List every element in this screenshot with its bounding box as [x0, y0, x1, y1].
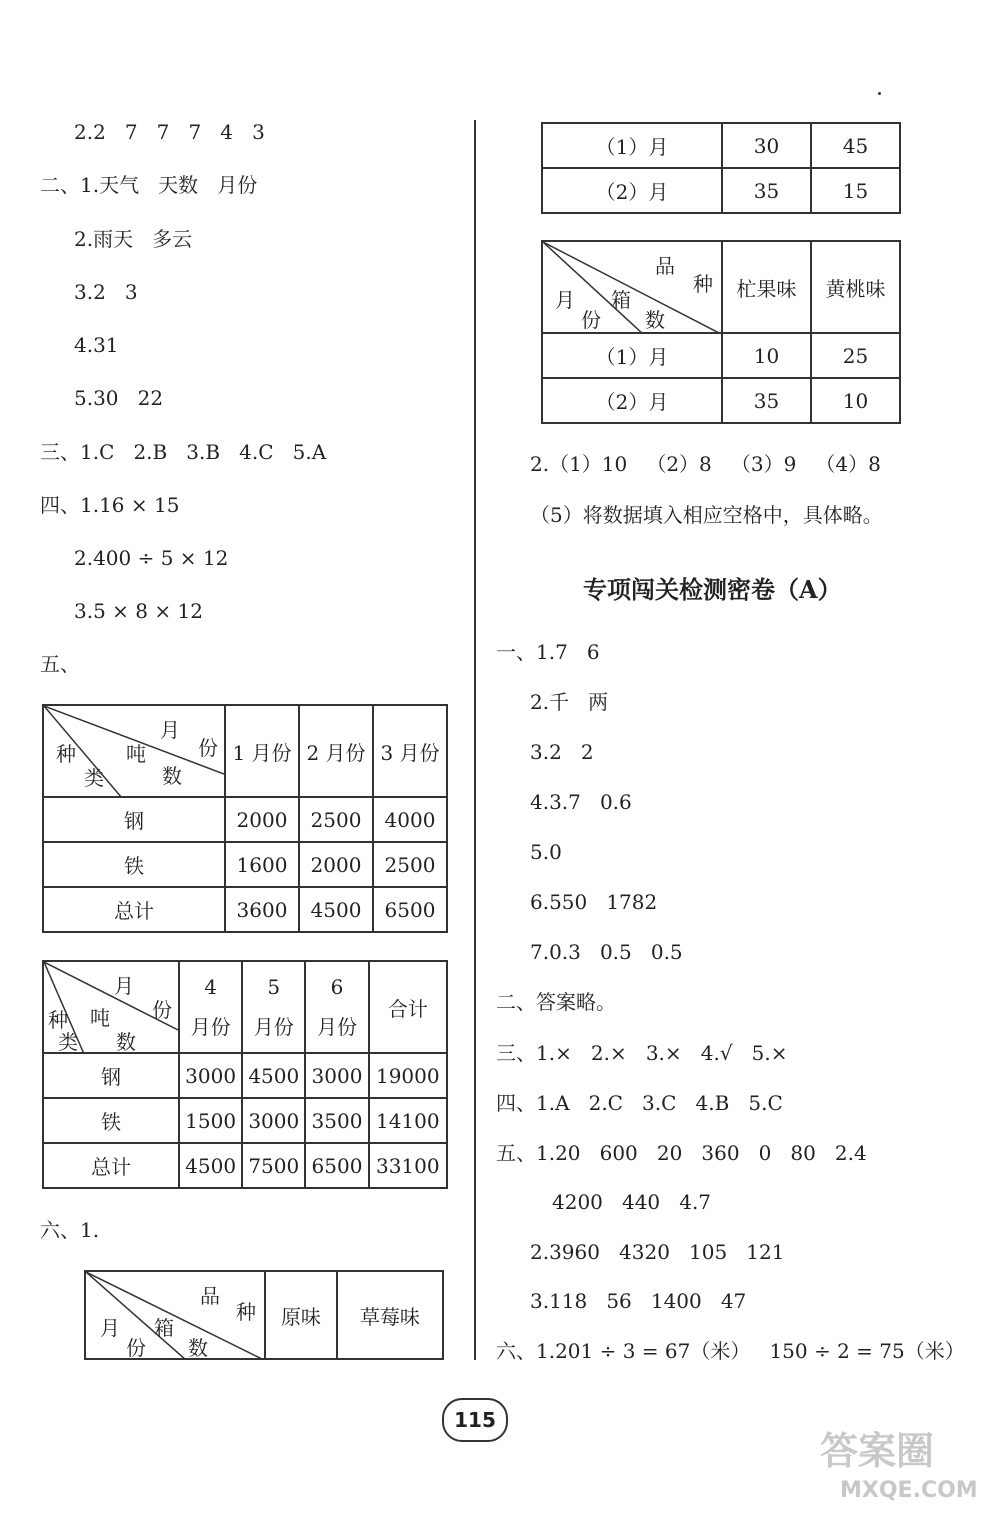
diag-label: 种: [693, 272, 713, 296]
column-header: 3 月份: [373, 705, 447, 797]
cell: 1600: [225, 842, 299, 887]
answer-line: 三、1.C 2.B 3.B 4.C 5.A: [40, 440, 327, 464]
column-header: 5 月份: [242, 961, 305, 1053]
answer-line: （5）将数据填入相应空格中，具体略。: [530, 503, 883, 527]
table-flavor-b: [541, 240, 901, 424]
answer-line: 2.2 7 7 7 4 3: [74, 120, 265, 144]
cell: 10: [722, 333, 811, 378]
row-label: （1）月: [542, 123, 722, 168]
row-label: 总计: [43, 1143, 179, 1188]
table-flavor-a-rows: [541, 122, 901, 214]
answer-line: 2.雨天 多云: [74, 227, 193, 251]
diag-label: 品: [200, 1284, 220, 1308]
column-header: 1 月份: [225, 705, 299, 797]
answer-line: 3.2 2: [530, 740, 594, 764]
row-label: 钢: [43, 797, 225, 842]
cell: 35: [722, 168, 811, 213]
cell: 2000: [225, 797, 299, 842]
answer-line: 二、1.天气 天数 月份: [40, 173, 258, 197]
answer-line: 7.0.3 0.5 0.5: [530, 940, 683, 964]
diagonal-header: [542, 241, 722, 333]
answer-line: 6.550 1782: [530, 890, 658, 914]
row-label: （2）月: [542, 378, 722, 423]
column-divider: [474, 120, 476, 1360]
answer-line: 四、1.A 2.C 3.C 4.B 5.C: [496, 1091, 783, 1115]
row-label: 铁: [43, 842, 225, 887]
diag-label: 种: [56, 742, 76, 766]
diag-label: 份: [581, 308, 601, 332]
cell: 35: [722, 378, 811, 423]
diagonal-header: [43, 961, 179, 1053]
answer-line: 四、1.16 × 15: [40, 493, 180, 517]
section-heading: 专项闯关检测密卷（A）: [583, 575, 842, 604]
answer-line: 五、1.20 600 20 360 0 80 2.4: [496, 1141, 867, 1165]
column-header: 4 月份: [179, 961, 242, 1053]
diag-label: 数: [162, 764, 182, 788]
answer-line: 3.118 56 1400 47: [530, 1289, 747, 1313]
diag-label: 数: [645, 308, 665, 332]
column-header: 2 月份: [299, 705, 373, 797]
diag-label: 吨: [126, 742, 146, 766]
cell: 33100: [369, 1143, 447, 1188]
diag-label: 箱: [611, 288, 631, 312]
diag-label: 月: [114, 974, 134, 998]
column-header: 合计: [369, 961, 447, 1053]
diag-label: 类: [58, 1030, 78, 1054]
table-steel-iron-q2: [42, 960, 448, 1189]
cell: 3000: [179, 1053, 242, 1098]
row-label: 钢: [43, 1053, 179, 1098]
diag-label: 份: [198, 736, 218, 760]
answer-line: 二、答案略。: [496, 990, 616, 1014]
cell: 30: [722, 123, 811, 168]
cell: 4500: [242, 1053, 305, 1098]
diag-label: 类: [84, 766, 104, 790]
diag-label: 种: [236, 1300, 256, 1324]
table-flavor-a: [84, 1270, 444, 1360]
diag-label: 份: [126, 1336, 146, 1360]
diag-label: 吨: [90, 1006, 110, 1030]
row-label: （2）月: [542, 168, 722, 213]
answer-line: 3.5 × 8 × 12: [74, 599, 203, 623]
diag-label: 数: [188, 1336, 208, 1360]
row-label: 铁: [43, 1098, 179, 1143]
answer-line: 5.30 22: [74, 386, 164, 410]
answer-line: 2.400 ÷ 5 × 12: [74, 546, 229, 570]
answer-line: 5.0: [530, 840, 562, 864]
cell: 15: [811, 168, 900, 213]
diag-label: 种: [48, 1008, 68, 1032]
diag-label: 数: [116, 1030, 136, 1054]
answer-line: 2.（1）10 （2）8 （3）9 （4）8: [530, 452, 881, 476]
cell: 3600: [225, 887, 299, 932]
cell: 1500: [179, 1098, 242, 1143]
answer-line: 六、1.201 ÷ 3 = 67（米） 150 ÷ 2 = 75（米）: [496, 1339, 965, 1363]
cell: 19000: [369, 1053, 447, 1098]
answer-line: 五、: [40, 652, 80, 676]
diagonal-header: [43, 705, 225, 797]
cell: 4000: [373, 797, 447, 842]
cell: 25: [811, 333, 900, 378]
watermark-url: MXQE.COM: [840, 1478, 978, 1503]
cell: 10: [811, 378, 900, 423]
cell: 2500: [373, 842, 447, 887]
answer-line: 3.2 3: [74, 280, 138, 304]
answer-line: 2.千 两: [530, 690, 609, 714]
diag-label: 月: [100, 1316, 120, 1340]
diag-label: 箱: [154, 1316, 174, 1340]
answer-line: 2.3960 4320 105 121: [530, 1240, 785, 1264]
row-label: 总计: [43, 887, 225, 932]
diag-label: 月: [555, 288, 575, 312]
column-header: 黄桃味: [811, 241, 900, 333]
answer-line: 4.3.7 0.6: [530, 790, 632, 814]
table-steel-iron-q1: [42, 704, 448, 933]
row-label: （1）月: [542, 333, 722, 378]
cell: 4500: [179, 1143, 242, 1188]
diagonal-header: [85, 1271, 265, 1359]
cell: 3000: [242, 1098, 305, 1143]
cell: 6500: [305, 1143, 368, 1188]
cell: 3500: [305, 1098, 368, 1143]
cell: 6500: [373, 887, 447, 932]
cell: 3000: [305, 1053, 368, 1098]
watermark-logo: 答案圈: [820, 1429, 935, 1473]
answer-line: 三、1.× 2.× 3.× 4.√ 5.×: [496, 1041, 788, 1065]
cell: 4500: [299, 887, 373, 932]
answer-line: 一、1.7 6: [496, 640, 600, 664]
answer-line: 4200 440 4.7: [552, 1190, 712, 1214]
diag-label: 品: [655, 254, 675, 278]
column-header: 草莓味: [337, 1271, 443, 1359]
answer-line: 六、1.: [40, 1218, 100, 1242]
diag-label: 月: [160, 718, 180, 742]
cell: 2000: [299, 842, 373, 887]
column-header: 6 月份: [305, 961, 368, 1053]
column-header: 原味: [265, 1271, 337, 1359]
diag-label: 份: [152, 998, 172, 1022]
page-number: 115: [442, 1398, 508, 1442]
column-header: 杧果味: [722, 241, 811, 333]
cell: 45: [811, 123, 900, 168]
cell: 14100: [369, 1098, 447, 1143]
answer-line: 4.31: [74, 333, 119, 357]
page-dot: [878, 92, 881, 95]
cell: 2500: [299, 797, 373, 842]
cell: 7500: [242, 1143, 305, 1188]
